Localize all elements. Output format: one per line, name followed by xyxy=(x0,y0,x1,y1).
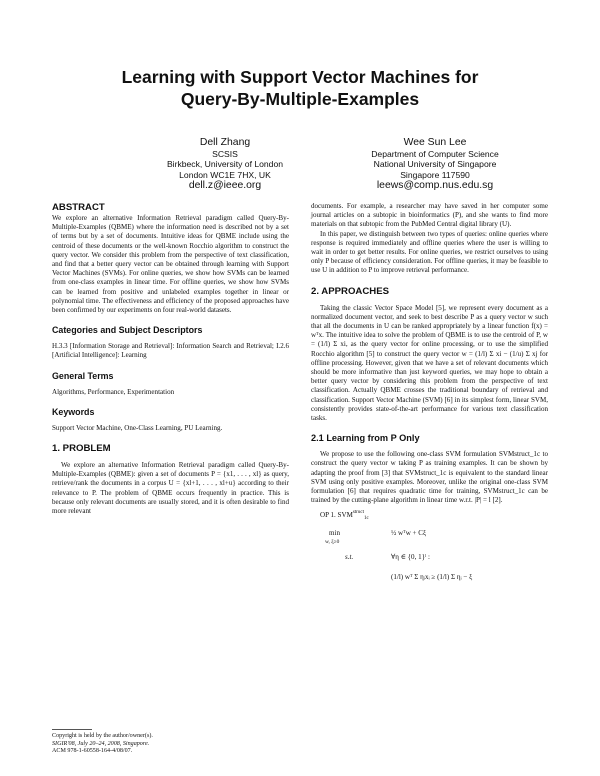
approaches-heading: 2. APPROACHES xyxy=(311,285,390,297)
right-column xyxy=(311,202,548,611)
paragraph: documents. For example, a researcher may have saved in her computer some journal articles on a subtopic in bioinformatics (P), and she wants to find more materials on that subtopic from the PubMed Central digital library (U). xyxy=(311,202,548,229)
author-affiliation: Singapore 117590 xyxy=(400,169,470,180)
paragraph: In this paper, we distinguish between two types of queries: online queries where response is required immediately and offline queries where the user is willing to wait in order to get better results. For online queries, we restrict ourselves to using only P because of efficiency consideration. For offline queries, it may be feasible to use U in addition to P to improve retrieval performance. xyxy=(311,229,548,275)
categories-text: H.3.3 [Information Storage and Retrieval]: Information Search and Retrieval; I.2.6 [Artificial Intelligence]: Learning xyxy=(52,342,289,360)
author-affiliation: London WC1E 7HX, UK xyxy=(179,169,271,180)
paper-title: Learning with Support Vector Machines for Query-By-Multiple-Examples xyxy=(121,67,479,109)
problem-text: We explore an alternative Information Retrieval paradigm called Query-By-Multiple-Examples (QBME): given a set of documents P = {x1, . . . , xl} as query, retrieve/rank the documents in a corpus U = {xl+1, . . . , xl+u} according to their relevance to P. The problem of QBME occurs frequently in practice. This is because only relevant documents are usually stored, and it is often desirable to find more relevant xyxy=(52,461,289,516)
optimization-equation: min w, ξ≥0 ½ wᵀw + Cξ s.t. ∀η ∈ {0, 1}ˡ : (1/l) wᵀ Σ ηᵢxᵢ ≥ (1/l) Σ ηᵢ − ξ xyxy=(325,529,473,582)
subsection-heading: 2.1 Learning from P Only xyxy=(311,433,420,444)
author-email[interactable]: dell.z@ieee.org xyxy=(188,180,262,192)
author-email[interactable]: leews@comp.nus.edu.sg xyxy=(376,180,494,192)
optimization-problem-label: OP 1. $SVM^{struct}_{1c}$ xyxy=(320,510,369,522)
terms-heading: General Terms xyxy=(52,370,114,381)
left-column xyxy=(52,202,289,516)
footnote-rule xyxy=(52,729,92,730)
paragraph: We propose to use the following one-class SVM formulation SVMstruct_1c to construct the query vector w taking P as training examples. It can be shown by adapting the proof from [3] that SVMstruct_1c is equivalent to the standard linear SVM using only positive examples. Moreover, unlike the original one-class SVM formulation [6] that requires quadratic time for training, SVMstruct_1c can be trained by the cutting-plane algorithm in linear time w.r.t. |P| = l [2]. xyxy=(311,450,548,505)
keywords-heading: Keywords xyxy=(52,406,95,417)
abstract-heading: ABSTRACT xyxy=(52,202,105,213)
copyright-notice: Copyright is held by the author/owner(s). SIGIR'08, July 20–24, 2008, Singapore. ACM 978-1-60558-164-4/08/07. xyxy=(52,733,153,755)
abstract-text: We explore an alternative Information Retrieval paradigm called Query-By-Multiple-Examples (QBME) where the information need is described not by a set of terms but by a set of documents. Intuitive ideas for QBME include using the centroid of these documents or the well-known Rocchio algorithm to construct the query vector. We consider this problem from the perspective of text classification, and find that a better query vector can be obtained through learning with Support Vector Machines (SVMs). For online queries, we show how SVMs can be learned from one-class examples in linear time. For offline queries, we show how SVMs can be learned from positive and unlabeled examples together in linear or polynomial time. The effectiveness and efficiency of the proposed approaches have been confirmed by our experiments on four real-world datasets. xyxy=(52,214,289,315)
author-affiliation: SCSIS xyxy=(212,149,238,159)
problem-heading: 1. PROBLEM xyxy=(52,443,111,455)
author-affiliation: Birkbeck, University of London xyxy=(166,159,284,170)
author-block-2 xyxy=(305,136,565,192)
categories-heading: Categories and Subject Descriptors xyxy=(52,325,203,336)
author-name: Dell Zhang xyxy=(199,137,251,148)
author-affiliation: National University of Singapore xyxy=(373,159,497,170)
author-affiliation: Department of Computer Science xyxy=(371,149,499,159)
author-name: Wee Sun Lee xyxy=(403,137,467,148)
keywords-text: Support Vector Machine, One-Class Learning, PU Learning. xyxy=(52,423,223,432)
paragraph: Taking the classic Vector Space Model [5], we represent every document as a normalized document vector, and seek to best describe P as a query vector w such that all the documents in U can be ranked appropriately by a linear function f(x) = wᵀx. The intuitive idea to solve the problem of QBME is to use the centroid of P, w = (1/l) Σ xi, as the query vector for online processing, or to use the simplified Rocchio algorithm [5] to construct the query vector w = (1/l) Σ xi − (1/u) Σ xj for offline processing. However, given that we have a set of relevant documents which should be more informative than just keyword queries, we may hope to obtain a better query vector by considering this problem from the perspective of text classification. Actually QBME crosses the traditional boundary of retrieval and classification. Support Vector Machine (SVM) [6] in its simplest form, linear SVM, consistently provides state-of-the-art performance for various text classification tasks. xyxy=(311,303,548,423)
terms-text: Algorithms, Performance, Experimentation xyxy=(52,387,175,396)
